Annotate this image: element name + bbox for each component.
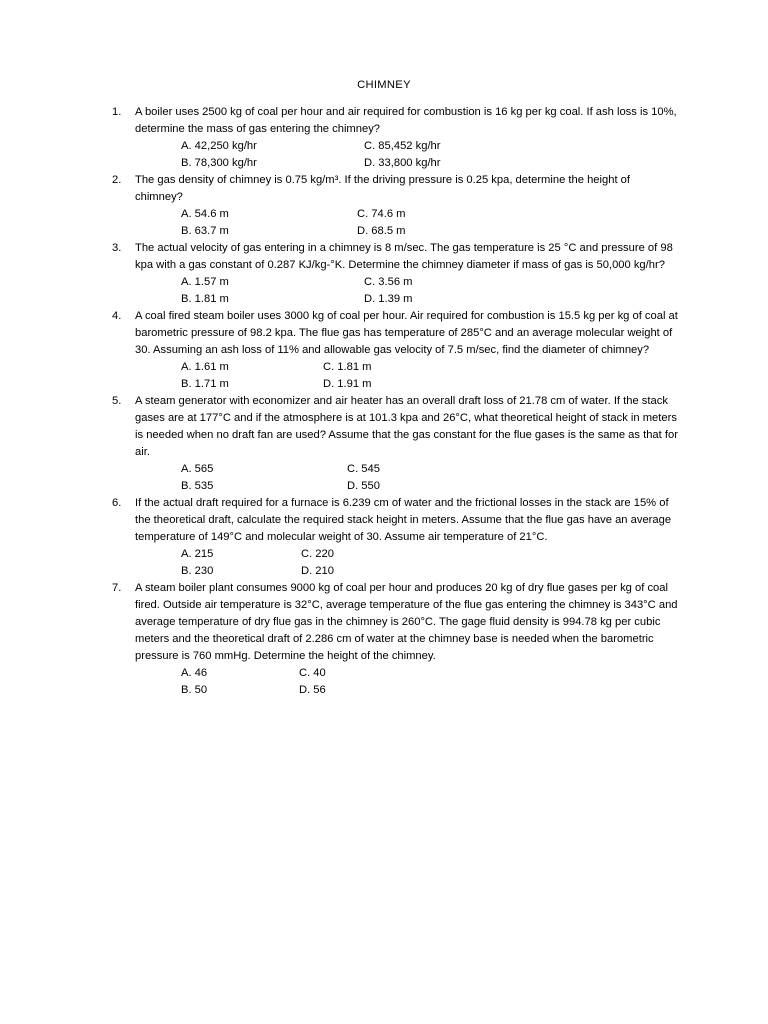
choice-c: C. 74.6 m bbox=[357, 208, 406, 220]
choice-c: C. 40 bbox=[299, 667, 326, 679]
question-number: 3. bbox=[112, 242, 122, 254]
question-text: The actual velocity of gas entering in a chimney is 8 m/sec. The gas temperature is 25 °C and pressure of 98 kpa with a gas constant of 0.287 KJ/kg-°K. Determine the chimney diameter if mass of gas is 50,000 kg/hr? bbox=[135, 242, 673, 271]
question-1 bbox=[0, 104, 768, 172]
page-title: CHIMNEY bbox=[357, 79, 411, 91]
answer-choices bbox=[181, 206, 768, 240]
choice-b: B. 78,300 kg/hr bbox=[181, 157, 257, 169]
question-5 bbox=[0, 393, 768, 495]
choice-a: A. 565 bbox=[181, 463, 214, 475]
choice-b: B. 230 bbox=[181, 565, 214, 577]
choice-b: B. 1.81 m bbox=[181, 293, 229, 305]
question-number: 5. bbox=[112, 395, 122, 407]
choice-d: D. 1.91 m bbox=[323, 378, 372, 390]
choice-c: C. 3.56 m bbox=[364, 276, 413, 288]
question-list bbox=[0, 104, 768, 699]
answer-choices bbox=[181, 274, 768, 308]
question-6 bbox=[0, 495, 768, 580]
choice-c: C. 220 bbox=[301, 548, 334, 560]
choice-d: D. 1.39 m bbox=[364, 293, 413, 305]
choice-c: C. 545 bbox=[347, 463, 380, 475]
question-text: If the actual draft required for a furnace is 6.239 cm of water and the frictional losses in the stack are 15% of the theoretical draft, calculate the required stack height in meters. Assume that the flue gas have an average temperature of 149°C and molecular weight of 30. Assume air temperature of 21°C. bbox=[135, 497, 672, 543]
choice-b: B. 1.71 m bbox=[181, 378, 229, 390]
question-text: A boiler uses 2500 kg of coal per hour and air required for combustion is 16 kg per kg coal. If ash loss is 10%, determine the mass of gas entering the chimney? bbox=[135, 106, 677, 135]
question-text: The gas density of chimney is 0.75 kg/m³. If the driving pressure is 0.25 kpa, determine the height of chimney? bbox=[135, 174, 630, 203]
question-text: A steam generator with economizer and air heater has an overall draft loss of 21.78 cm of water. If the stack gases are at 177°C and if the atmosphere is at 101.3 kpa and 26°C, what theoretical height of stack in meters is needed when no draft fan are used? Assume that the gas constant for the flue gases is the same as that for air. bbox=[135, 395, 678, 458]
answer-choices bbox=[181, 546, 768, 580]
question-number: 7. bbox=[112, 582, 122, 594]
question-number: 1. bbox=[112, 106, 122, 118]
choice-b: B. 63.7 m bbox=[181, 225, 229, 237]
choice-a: A. 1.57 m bbox=[181, 276, 229, 288]
choice-a: A. 215 bbox=[181, 548, 214, 560]
choice-c: C. 85,452 kg/hr bbox=[364, 140, 441, 152]
choice-b: B. 50 bbox=[181, 684, 208, 696]
choice-d: D. 33,800 kg/hr bbox=[364, 157, 441, 169]
choice-d: D. 210 bbox=[301, 565, 334, 577]
question-number: 4. bbox=[112, 310, 122, 322]
answer-choices bbox=[181, 359, 768, 393]
question-2 bbox=[0, 172, 768, 240]
answer-choices bbox=[181, 138, 768, 172]
question-text: A coal fired steam boiler uses 3000 kg of coal per hour. Air required for combustion is 15.5 kg per kg of coal at barometric pressure of 98.2 kpa. The flue gas has temperature of 285°C and an average molecular weight of 30. Assuming an ash loss of 11% and allowable gas velocity of 7.5 m/sec, find the diameter of chimney? bbox=[135, 310, 678, 356]
choice-a: A. 42,250 kg/hr bbox=[181, 140, 257, 152]
question-4 bbox=[0, 308, 768, 393]
answer-choices bbox=[181, 665, 768, 699]
question-number: 6. bbox=[112, 497, 122, 509]
choice-a: A. 46 bbox=[181, 667, 208, 679]
choice-d: D. 68.5 m bbox=[357, 225, 406, 237]
question-7 bbox=[0, 580, 768, 699]
question-number: 2. bbox=[112, 174, 122, 186]
question-text: A steam boiler plant consumes 9000 kg of coal per hour and produces 20 kg of dry flue gases per kg of coal fired. Outside air temperature is 32°C, average temperature of the flue gas entering the chimney is 343°C and average temperature of dry flue gas in the chimney is 260°C. The gage fluid density is 994.78 kg per cubic meters and the theoretical draft of 2.286 cm of water at the chimney base is needed when the barometric pressure is 760 mmHg. Determine the height of the chimney. bbox=[135, 582, 678, 662]
choice-d: D. 550 bbox=[347, 480, 380, 492]
choice-b: B. 535 bbox=[181, 480, 214, 492]
choice-d: D. 56 bbox=[299, 684, 326, 696]
question-3 bbox=[0, 240, 768, 308]
choice-a: A. 54.6 m bbox=[181, 208, 229, 220]
choice-c: C. 1.81 m bbox=[323, 361, 372, 373]
answer-choices bbox=[181, 461, 768, 495]
choice-a: A. 1.61 m bbox=[181, 361, 229, 373]
